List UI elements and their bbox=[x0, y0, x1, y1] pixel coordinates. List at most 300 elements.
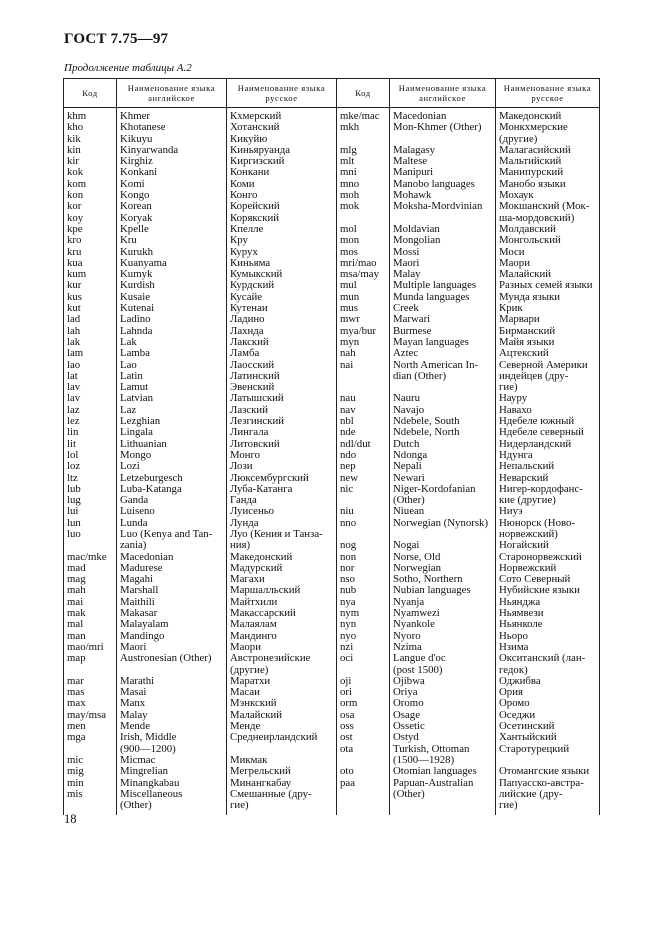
code-cell: nog bbox=[337, 540, 390, 551]
english-name-cell: Kongo bbox=[117, 190, 227, 201]
table-row bbox=[64, 721, 600, 732]
table-row bbox=[64, 224, 600, 235]
table-row bbox=[64, 156, 600, 167]
english-name-cell: Luo (Kenya and Tan- bbox=[117, 529, 227, 540]
english-name-cell: Lunda bbox=[117, 518, 227, 529]
code-cell: kut bbox=[64, 303, 117, 314]
code-cell: mul bbox=[337, 280, 390, 291]
code-cell: laz bbox=[64, 405, 117, 416]
code-cell: nau bbox=[337, 393, 390, 404]
russian-name-cell: Папуасско-австра- bbox=[496, 778, 600, 789]
table-row bbox=[64, 698, 600, 709]
english-name-cell: Lahnda bbox=[117, 326, 227, 337]
code-cell: mag bbox=[64, 574, 117, 585]
table-row bbox=[64, 108, 600, 123]
code-cell: mus bbox=[337, 303, 390, 314]
english-name-cell: Nauru bbox=[390, 393, 496, 404]
code-cell bbox=[337, 755, 390, 766]
russian-name-cell: гие) bbox=[496, 800, 600, 815]
table-row bbox=[64, 665, 600, 676]
russian-name-cell: Лахнда bbox=[227, 326, 337, 337]
code-cell: mlg bbox=[337, 145, 390, 156]
russian-name-cell: Неварский bbox=[496, 473, 600, 484]
table-row bbox=[64, 631, 600, 642]
code-cell: lad bbox=[64, 314, 117, 325]
russian-name-cell: Маршалльский bbox=[227, 585, 337, 596]
code-cell: mni bbox=[337, 167, 390, 178]
russian-name-cell: Среднеирландский bbox=[227, 732, 337, 743]
table-row bbox=[64, 484, 600, 495]
english-name-cell: Multiple languages bbox=[390, 280, 496, 291]
english-name-cell: Mossi bbox=[390, 247, 496, 258]
english-name-cell: Malayalam bbox=[117, 619, 227, 630]
table-row bbox=[64, 529, 600, 540]
russian-name-cell: Норвежский bbox=[496, 563, 600, 574]
english-name-cell: Aztec bbox=[390, 348, 496, 359]
code-cell bbox=[337, 382, 390, 393]
russian-name-cell: Латышский bbox=[227, 393, 337, 404]
english-name-cell: Kinyarwanda bbox=[117, 145, 227, 156]
table-row bbox=[64, 280, 600, 291]
table-row bbox=[64, 167, 600, 178]
russian-name-cell: Манипурский bbox=[496, 167, 600, 178]
russian-name-cell: Македонский bbox=[496, 108, 600, 123]
code-cell: nor bbox=[337, 563, 390, 574]
russian-name-cell: Майтхили bbox=[227, 597, 337, 608]
english-name-cell: Latvian bbox=[117, 393, 227, 404]
code-cell bbox=[337, 665, 390, 676]
english-name-cell: Micmac bbox=[117, 755, 227, 766]
russian-name-cell: Ндебеле южный bbox=[496, 416, 600, 427]
code-cell: mig bbox=[64, 766, 117, 777]
table-row bbox=[64, 778, 600, 789]
russian-name-cell: Ндебеле северный bbox=[496, 427, 600, 438]
english-name-cell: Moksha-Mordvinian bbox=[390, 201, 496, 212]
english-name-cell: Kurdish bbox=[117, 280, 227, 291]
english-name-cell: (Other) bbox=[390, 495, 496, 506]
russian-name-cell: норвежский) bbox=[496, 529, 600, 540]
code-cell bbox=[337, 134, 390, 145]
code-cell: kok bbox=[64, 167, 117, 178]
english-name-cell: Dutch bbox=[390, 439, 496, 450]
english-name-cell: Lezghian bbox=[117, 416, 227, 427]
table-row bbox=[64, 540, 600, 551]
russian-name-cell: Ньянколе bbox=[496, 619, 600, 630]
english-name-cell: Miscellaneous bbox=[117, 789, 227, 800]
code-cell: mok bbox=[337, 201, 390, 212]
english-name-cell: Macedonian bbox=[390, 108, 496, 123]
code-cell: lav bbox=[64, 382, 117, 393]
table-row bbox=[64, 314, 600, 325]
english-name-cell: Nepali bbox=[390, 461, 496, 472]
russian-name-cell: кие (другие) bbox=[496, 495, 600, 506]
russian-name-cell: Нюнорск (Ново- bbox=[496, 518, 600, 529]
english-name-cell: Masai bbox=[117, 687, 227, 698]
english-name-cell: Manipuri bbox=[390, 167, 496, 178]
table-row bbox=[64, 258, 600, 269]
russian-name-cell: Моси bbox=[496, 247, 600, 258]
russian-name-cell: Сото Северный bbox=[496, 574, 600, 585]
russian-name-cell bbox=[227, 744, 337, 755]
english-name-cell: (1500—1928) bbox=[390, 755, 496, 766]
russian-name-cell: Кумыкский bbox=[227, 269, 337, 280]
english-name-cell: Ndebele, North bbox=[390, 427, 496, 438]
code-cell: nno bbox=[337, 518, 390, 529]
table-row bbox=[64, 416, 600, 427]
russian-name-cell: Непальский bbox=[496, 461, 600, 472]
code-cell: mak bbox=[64, 608, 117, 619]
russian-name-cell: Макассарский bbox=[227, 608, 337, 619]
code-cell: mno bbox=[337, 179, 390, 190]
english-name-cell: (900—1200) bbox=[117, 744, 227, 755]
english-name-cell: Kumyk bbox=[117, 269, 227, 280]
russian-name-cell: Хотанский bbox=[227, 122, 337, 133]
code-cell: ndl/dut bbox=[337, 439, 390, 450]
russian-name-cell: Маратхи bbox=[227, 676, 337, 687]
russian-name-cell: Нигер-кордофанс- bbox=[496, 484, 600, 495]
table-row bbox=[64, 495, 600, 506]
russian-name-cell: Кру bbox=[227, 235, 337, 246]
russian-name-cell: Лазский bbox=[227, 405, 337, 416]
code-cell: mar bbox=[64, 676, 117, 687]
english-name-cell: Munda languages bbox=[390, 292, 496, 303]
code-cell: kon bbox=[64, 190, 117, 201]
code-cell: lam bbox=[64, 348, 117, 359]
code-cell: kor bbox=[64, 201, 117, 212]
russian-name-cell: Луба-Катанга bbox=[227, 484, 337, 495]
english-name-cell: Korean bbox=[117, 201, 227, 212]
code-cell bbox=[64, 540, 117, 551]
code-cell: mac/mke bbox=[64, 552, 117, 563]
code-cell: lah bbox=[64, 326, 117, 337]
russian-name-cell: Корякский bbox=[227, 213, 337, 224]
code-cell: kur bbox=[64, 280, 117, 291]
code-cell: ndo bbox=[337, 450, 390, 461]
code-cell: nep bbox=[337, 461, 390, 472]
russian-name-cell: Луо (Кения и Танза- bbox=[227, 529, 337, 540]
code-cell: lat bbox=[64, 371, 117, 382]
table-row bbox=[64, 235, 600, 246]
english-name-cell: Kusaie bbox=[117, 292, 227, 303]
russian-name-cell: Магахи bbox=[227, 574, 337, 585]
code-cell: man bbox=[64, 631, 117, 642]
russian-name-cell: Австронезийские bbox=[227, 653, 337, 664]
english-name-cell: Ganda bbox=[117, 495, 227, 506]
table-caption: Продолжение таблицы А.2 bbox=[64, 62, 192, 74]
code-cell: mos bbox=[337, 247, 390, 258]
table-row bbox=[64, 518, 600, 529]
english-name-cell: Sotho, Northern bbox=[390, 574, 496, 585]
code-cell: nso bbox=[337, 574, 390, 585]
table-row bbox=[64, 642, 600, 653]
english-name-cell: Manobo languages bbox=[390, 179, 496, 190]
russian-name-cell: Старонорвежский bbox=[496, 552, 600, 563]
english-name-cell: (post 1500) bbox=[390, 665, 496, 676]
english-name-cell: Niger-Kordofanian bbox=[390, 484, 496, 495]
english-name-cell: Nogai bbox=[390, 540, 496, 551]
english-name-cell: Ndebele, South bbox=[390, 416, 496, 427]
russian-name-cell: Науру bbox=[496, 393, 600, 404]
english-name-cell bbox=[390, 529, 496, 540]
russian-name-cell: Майя языки bbox=[496, 337, 600, 348]
english-name-cell: Kuanyama bbox=[117, 258, 227, 269]
russian-name-cell: Лингала bbox=[227, 427, 337, 438]
code-cell: nym bbox=[337, 608, 390, 619]
table-row bbox=[64, 744, 600, 755]
english-name-cell: Koryak bbox=[117, 213, 227, 224]
english-name-cell: Luba-Katanga bbox=[117, 484, 227, 495]
russian-name-cell: Мандинго bbox=[227, 631, 337, 642]
code-cell: nai bbox=[337, 360, 390, 371]
english-name-cell: Moldavian bbox=[390, 224, 496, 235]
english-name-cell: Macedonian bbox=[117, 552, 227, 563]
russian-name-cell: Северной Америки bbox=[496, 360, 600, 371]
english-name-cell: Oriya bbox=[390, 687, 496, 698]
russian-name-cell: Луисеньо bbox=[227, 506, 337, 517]
code-cell: ost bbox=[337, 732, 390, 743]
code-cell: ori bbox=[337, 687, 390, 698]
table-row bbox=[64, 461, 600, 472]
code-cell: nyn bbox=[337, 619, 390, 630]
russian-name-cell: Смешанные (дру- bbox=[227, 789, 337, 800]
russian-name-cell: Навахо bbox=[496, 405, 600, 416]
english-name-cell: Makasar bbox=[117, 608, 227, 619]
code-cell bbox=[337, 800, 390, 815]
english-name-cell: Turkish, Ottoman bbox=[390, 744, 496, 755]
code-cell: oci bbox=[337, 653, 390, 664]
russian-name-cell: Кпелле bbox=[227, 224, 337, 235]
code-cell: kom bbox=[64, 179, 117, 190]
russian-name-cell: Минангкабау bbox=[227, 778, 337, 789]
english-name-cell: Lak bbox=[117, 337, 227, 348]
code-cell: lui bbox=[64, 506, 117, 517]
code-cell: lao bbox=[64, 360, 117, 371]
code-cell: mya/bur bbox=[337, 326, 390, 337]
russian-name-cell: Ламба bbox=[227, 348, 337, 359]
russian-name-cell: Ньоро bbox=[496, 631, 600, 642]
code-cell: mol bbox=[337, 224, 390, 235]
russian-name-cell: Ория bbox=[496, 687, 600, 698]
code-cell: nya bbox=[337, 597, 390, 608]
russian-name-cell: Курух bbox=[227, 247, 337, 258]
code-cell: mon bbox=[337, 235, 390, 246]
code-cell: kus bbox=[64, 292, 117, 303]
english-name-cell: Maltese bbox=[390, 156, 496, 167]
english-name-cell: Norse, Old bbox=[390, 552, 496, 563]
english-name-cell bbox=[390, 382, 496, 393]
code-cell: ltz bbox=[64, 473, 117, 484]
english-name-cell: Mandingo bbox=[117, 631, 227, 642]
code-cell: mwr bbox=[337, 314, 390, 325]
code-cell: mic bbox=[64, 755, 117, 766]
english-name-cell bbox=[390, 213, 496, 224]
code-cell: nyo bbox=[337, 631, 390, 642]
english-name-cell: Norwegian (Nynorsk) bbox=[390, 518, 496, 529]
code-cell: lun bbox=[64, 518, 117, 529]
code-cell: kua bbox=[64, 258, 117, 269]
english-name-cell: North American In- bbox=[390, 360, 496, 371]
code-cell: mah bbox=[64, 585, 117, 596]
code-cell: lug bbox=[64, 495, 117, 506]
code-cell: nav bbox=[337, 405, 390, 416]
english-name-cell: Lithuanian bbox=[117, 439, 227, 450]
code-cell: mas bbox=[64, 687, 117, 698]
code-cell bbox=[337, 371, 390, 382]
english-name-cell: Magahi bbox=[117, 574, 227, 585]
code-cell: orm bbox=[337, 698, 390, 709]
table-row bbox=[64, 348, 600, 359]
code-cell: nah bbox=[337, 348, 390, 359]
code-cell: non bbox=[337, 552, 390, 563]
code-cell: new bbox=[337, 473, 390, 484]
english-name-cell: Ndonga bbox=[390, 450, 496, 461]
russian-name-cell: (другие) bbox=[496, 134, 600, 145]
english-name-cell: Kurukh bbox=[117, 247, 227, 258]
english-name-cell: Mohawk bbox=[390, 190, 496, 201]
english-name-cell: Austronesian (Other) bbox=[117, 653, 227, 664]
table-row bbox=[64, 145, 600, 156]
code-cell: mai bbox=[64, 597, 117, 608]
russian-name-cell: Хантыйский bbox=[496, 732, 600, 743]
code-cell: lin bbox=[64, 427, 117, 438]
table-row bbox=[64, 800, 600, 815]
english-name-cell: Mon-Khmer (Other) bbox=[390, 122, 496, 133]
code-cell: mri/mao bbox=[337, 258, 390, 269]
code-cell: ota bbox=[337, 744, 390, 755]
code-cell: mlt bbox=[337, 156, 390, 167]
table-row bbox=[64, 710, 600, 721]
russian-name-cell: Киргизский bbox=[227, 156, 337, 167]
russian-name-cell: Бирманский bbox=[496, 326, 600, 337]
header-code: Код bbox=[337, 79, 390, 108]
table-row bbox=[64, 190, 600, 201]
russian-name-cell: Оседжи bbox=[496, 710, 600, 721]
english-name-cell: Ojibwa bbox=[390, 676, 496, 687]
english-name-cell: Komi bbox=[117, 179, 227, 190]
code-cell: loz bbox=[64, 461, 117, 472]
table-row bbox=[64, 179, 600, 190]
russian-name-cell: Микмак bbox=[227, 755, 337, 766]
english-name-cell: (Other) bbox=[117, 800, 227, 815]
english-name-cell: Khmer bbox=[117, 108, 227, 123]
table-row bbox=[64, 303, 600, 314]
table-row bbox=[64, 337, 600, 348]
table-body bbox=[64, 108, 600, 816]
code-cell: kru bbox=[64, 247, 117, 258]
russian-name-cell: Кусайе bbox=[227, 292, 337, 303]
english-name-cell: Manx bbox=[117, 698, 227, 709]
russian-name-cell: Нидерландский bbox=[496, 439, 600, 450]
russian-name-cell: Мегрельский bbox=[227, 766, 337, 777]
english-name-cell: Lingala bbox=[117, 427, 227, 438]
code-cell bbox=[337, 789, 390, 800]
russian-name-cell: Лози bbox=[227, 461, 337, 472]
code-cell: men bbox=[64, 721, 117, 732]
russian-name-cell: Нзима bbox=[496, 642, 600, 653]
russian-name-cell: Мальтийский bbox=[496, 156, 600, 167]
english-name-cell: Khotanese bbox=[117, 122, 227, 133]
russian-name-cell: Нубийские языки bbox=[496, 585, 600, 596]
table-row bbox=[64, 506, 600, 517]
code-cell: kpe bbox=[64, 224, 117, 235]
code-cell: oto bbox=[337, 766, 390, 777]
code-cell: moh bbox=[337, 190, 390, 201]
code-cell: nde bbox=[337, 427, 390, 438]
table-row bbox=[64, 552, 600, 563]
russian-name-cell: Конго bbox=[227, 190, 337, 201]
english-name-cell: Ostyd bbox=[390, 732, 496, 743]
table-row bbox=[64, 247, 600, 258]
english-name-cell: Letzeburgesch bbox=[117, 473, 227, 484]
english-name-cell: Malagasy bbox=[390, 145, 496, 156]
russian-name-cell: Эвенский bbox=[227, 382, 337, 393]
code-cell: lub bbox=[64, 484, 117, 495]
table-row bbox=[64, 563, 600, 574]
russian-name-cell: лийские (дру- bbox=[496, 789, 600, 800]
russian-name-cell: гие) bbox=[227, 800, 337, 815]
russian-name-cell: Ацтекский bbox=[496, 348, 600, 359]
code-cell: nzi bbox=[337, 642, 390, 653]
english-name-cell: Irish, Middle bbox=[117, 732, 227, 743]
english-name-cell: zania) bbox=[117, 540, 227, 551]
russian-name-cell: ния) bbox=[227, 540, 337, 551]
code-cell: nbl bbox=[337, 416, 390, 427]
code-cell: khm bbox=[64, 108, 117, 123]
russian-name-cell: Коми bbox=[227, 179, 337, 190]
english-name-cell: Papuan-Australian bbox=[390, 778, 496, 789]
code-cell: mad bbox=[64, 563, 117, 574]
russian-name-cell: Малайский bbox=[227, 710, 337, 721]
russian-name-cell: Ладино bbox=[227, 314, 337, 325]
english-name-cell: Malay bbox=[117, 710, 227, 721]
english-name-cell: Maori bbox=[117, 642, 227, 653]
english-name-cell: Otomian languages bbox=[390, 766, 496, 777]
document-header: ГОСТ 7.75—97 bbox=[64, 31, 169, 47]
code-cell: may/msa bbox=[64, 710, 117, 721]
table-row bbox=[64, 597, 600, 608]
code-cell: lol bbox=[64, 450, 117, 461]
english-name-cell: Nyamwezi bbox=[390, 608, 496, 619]
code-cell: mun bbox=[337, 292, 390, 303]
russian-name-cell: индейцев (дру- bbox=[496, 371, 600, 382]
english-name-cell: Luiseno bbox=[117, 506, 227, 517]
code-cell bbox=[337, 495, 390, 506]
code-cell: oss bbox=[337, 721, 390, 732]
english-name-cell: Ladino bbox=[117, 314, 227, 325]
english-name-cell: Nubian languages bbox=[390, 585, 496, 596]
russian-name-cell: Лакский bbox=[227, 337, 337, 348]
english-name-cell: Burmese bbox=[390, 326, 496, 337]
russian-name-cell: Литовский bbox=[227, 439, 337, 450]
table-row bbox=[64, 755, 600, 766]
table-row bbox=[64, 687, 600, 698]
english-name-cell: Latin bbox=[117, 371, 227, 382]
russian-name-cell: Монгольский bbox=[496, 235, 600, 246]
russian-name-cell: Ногайский bbox=[496, 540, 600, 551]
english-name-cell: Minangkabau bbox=[117, 778, 227, 789]
english-name-cell: Maori bbox=[390, 258, 496, 269]
code-cell: mis bbox=[64, 789, 117, 800]
english-name-cell: dian (Other) bbox=[390, 371, 496, 382]
code-cell: mkh bbox=[337, 122, 390, 133]
table-row bbox=[64, 382, 600, 393]
russian-name-cell: Оромо bbox=[496, 698, 600, 709]
english-name-cell: Marwari bbox=[390, 314, 496, 325]
code-cell: nub bbox=[337, 585, 390, 596]
russian-name-cell: Ндунга bbox=[496, 450, 600, 461]
code-cell: lez bbox=[64, 416, 117, 427]
code-cell: mao/mri bbox=[64, 642, 117, 653]
